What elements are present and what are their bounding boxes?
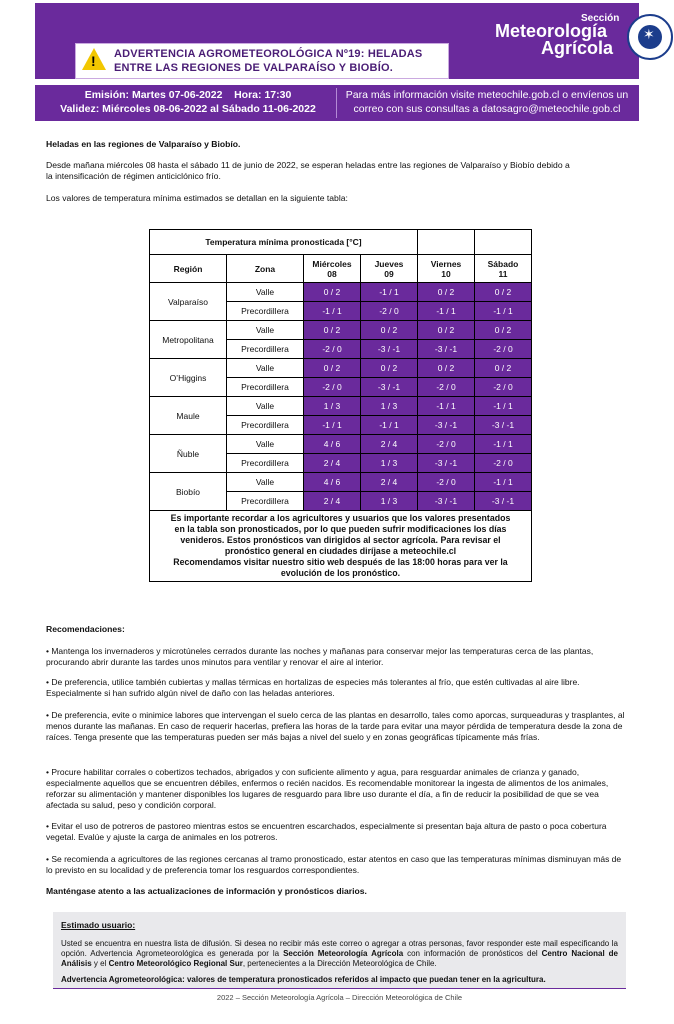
footer-final: Advertencia Agrometeorológica: valores de temperatura pronosticados referidos al impacto que puedan tener en la agricultura. (61, 975, 546, 984)
footer-box (53, 912, 626, 988)
temp-cell: 0 / 2 (418, 321, 475, 340)
table-intro: Los valores de temperatura mínima estimados se detallan en la siguiente tabla: (46, 193, 348, 203)
temp-cell: -3 / -1 (361, 340, 418, 359)
zone-precordillera: Precordillera (227, 492, 304, 511)
zone-precordillera: Precordillera (227, 416, 304, 435)
temp-cell: -2 / 0 (475, 378, 532, 397)
temp-cell: -3 / -1 (475, 416, 532, 435)
table-note: Es importante recordar a los agricultores y usuarios que los valores presentados en la tabla son pronosticados, por lo que pueden sufrir modificaciones los días venideros. Estos pronósticos van dirigidos al sector agrícola. Para revisar el pronóstico general en ciudades diríjase a meteochile.cl Recomendamos visitar nuestro sitio web después de las 18:00 horas para ver la evolución de los pronóstico. (150, 511, 532, 582)
temp-cell: 2 / 4 (304, 492, 361, 511)
zone-precordillera: Precordillera (227, 454, 304, 473)
temp-cell: -1 / 1 (475, 473, 532, 492)
brand-line1: Meteorología (495, 21, 608, 41)
contact-line1: Para más información visite meteochile.gob.cl o envíenos un (345, 89, 629, 101)
contact-line2: correo con sus consultas a datosagro@meteochile.gob.cl (353, 103, 621, 115)
footer-text: Usted se encuentra en nuestra lista de difusión. Si desea no recibir más este correo o agregar a otras personas, favor responder este mail especificando la opción. Advertencia Agrometeorológica es generada por la Sección Meteorología Agrícola con información de pronósticos del Centro Nacional de Análisis y el Centro Meteorológico Regional Sur, pertenecientes a la Dirección Meteorológica de Chile. (61, 939, 619, 968)
intro-paragraph (46, 160, 570, 182)
zone-valle: Valle (227, 359, 304, 378)
recommendation-3: • De preferencia, evite o minimice labores que intervengan el suelo cerca de las plantas en desarrollo, tales como aporcas, surqueaduras y trasplantes, al menos durante las mañanas. En caso de requerir hacerlas, prefiera las horas de la tarde para evitar una mayor pérdida de temperatura desde la zona de raíces. Tenga presente que las temperaturas pueden ser más bajas a nivel del suelo y en zonas geográficas típicamente más frías. (46, 710, 625, 742)
temp-cell: -3 / -1 (418, 454, 475, 473)
zone-valle: Valle (227, 283, 304, 302)
temp-cell: -2 / 0 (475, 340, 532, 359)
info-bar (35, 85, 639, 121)
header-banner (35, 3, 655, 79)
temp-cell: -1 / 1 (304, 416, 361, 435)
intro-line1: Desde mañana miércoles 08 hasta el sábado 11 de junio de 2022, se esperan heladas entre las regiones de Valparaíso y Biobío debido a (46, 160, 570, 170)
temp-cell: 1 / 3 (304, 397, 361, 416)
temp-cell: -1 / 1 (361, 283, 418, 302)
temp-cell: 0 / 2 (418, 283, 475, 302)
temp-cell: 0 / 2 (475, 283, 532, 302)
recommendation-4: • Procure habilitar corrales o cobertizos techados, abrigados y con suficiente alimento y agua, para resguardar animales de crianza y ganado, especialmente aquellos que se encuentren débiles, enfermos o recién nacidos. Es recomendable monitorear la ingesta de alimentos de los animales, reforzar su alimentación y mantener disponibles los lugares de resguardo para libre uso durante el día, a fin de reducir la posibilidad de que se vea afectada su salud, peso y condición corporal. (46, 767, 609, 810)
emission-text: Emisión: Martes 07-06-2022 Hora: 17:30 (84, 89, 292, 101)
col-zone: Zona (227, 255, 304, 283)
temp-cell: 2 / 4 (304, 454, 361, 473)
meteorology-logo-icon: ✶ (627, 14, 673, 60)
emission-validity (43, 88, 333, 116)
temp-cell: -2 / 0 (304, 340, 361, 359)
temp-cell: -2 / 0 (418, 473, 475, 492)
col-day: Miércoles 08 (304, 255, 361, 283)
temp-cell: -1 / 1 (475, 435, 532, 454)
col-region: Región (150, 255, 227, 283)
temp-cell: 0 / 2 (304, 321, 361, 340)
temp-cell: -2 / 0 (304, 378, 361, 397)
temp-cell: -1 / 1 (475, 302, 532, 321)
col-day: Viernes 10 (418, 255, 475, 283)
temp-cell: 0 / 2 (361, 359, 418, 378)
warning-triangle-icon (82, 48, 106, 70)
zone-valle: Valle (227, 435, 304, 454)
temp-cell: 1 / 3 (361, 492, 418, 511)
temp-cell: 0 / 2 (475, 359, 532, 378)
temp-cell: 1 / 3 (361, 454, 418, 473)
info-divider (336, 88, 337, 118)
temp-cell: 1 / 3 (361, 397, 418, 416)
table-blank-cell (418, 230, 475, 255)
zone-precordillera: Precordillera (227, 378, 304, 397)
recommendation-1: • Mantenga los invernaderos y microtúneles cerrados durante las noches y mañanas para conservar mejor las temperaturas cerca de las plantas, procurando abrir durante las tardes unos minutos para ventilar y renovar el aire al interior. (46, 646, 594, 667)
temp-cell: 0 / 2 (304, 359, 361, 378)
footer-greeting: Estimado usuario: (61, 920, 136, 930)
recommendations-title: Recomendaciones: (46, 624, 125, 634)
temp-cell: -3 / -1 (361, 378, 418, 397)
temp-cell: -1 / 1 (418, 397, 475, 416)
temp-cell: -2 / 0 (475, 454, 532, 473)
temp-cell: -1 / 1 (475, 397, 532, 416)
warning-box (75, 43, 449, 79)
warning-exclamation: ! (91, 53, 96, 69)
col-day: Sábado 11 (475, 255, 532, 283)
footer-divider (53, 988, 626, 989)
temp-cell: -1 / 1 (304, 302, 361, 321)
region-name: Maule (150, 397, 227, 435)
table-blank-cell (475, 230, 532, 255)
temp-cell: 2 / 4 (361, 435, 418, 454)
table-title: Temperatura mínima pronosticada [°C] (150, 230, 418, 255)
region-name: Biobío (150, 473, 227, 511)
zone-precordillera: Precordillera (227, 302, 304, 321)
recommendation-6: • Se recomienda a agricultores de las regiones cercanas al tramo pronosticado, estar atentos en caso que las temperaturas mínimas disminuyan más de lo previsto en su localidad y de preferencia tomar los resguardos correspondientes. (46, 854, 622, 875)
recommendation-2: • De preferencia, utilice también cubiertas y mallas térmicas en hortalizas de especies más tolerantes al frío, que estén cultivadas al aire libre. Especialmente si han sufrido algún nivel de daño con las heladas anteriores. (46, 677, 580, 698)
warning-title-line1: ADVERTENCIA AGROMETEOROLÓGICA Nº19: HELADAS (114, 48, 423, 60)
brand-line2: Agrícola (541, 38, 614, 58)
region-name: O’Higgins (150, 359, 227, 397)
region-name: Metropolitana (150, 321, 227, 359)
recommendation-5: • Evitar el uso de potreros de pastoreo mientras estos se encuentren escarchados, especialmente si presentan baja altura de pasto o poca cobertura vegetal. Evalúe y ajuste la carga de animales en los potreros. (46, 821, 607, 842)
warning-title (114, 47, 444, 75)
temp-cell: -1 / 1 (361, 416, 418, 435)
zone-valle: Valle (227, 473, 304, 492)
temp-cell: 2 / 4 (361, 473, 418, 492)
temp-cell: -2 / 0 (361, 302, 418, 321)
closing-note: Manténgase atento a las actualizaciones de información y pronósticos diarios. (46, 886, 367, 896)
temp-cell: 4 / 6 (304, 435, 361, 454)
temp-cell: -3 / -1 (418, 492, 475, 511)
intro-line2: la intensificación de régimen anticiclónico frío. (46, 171, 221, 181)
temp-cell: -3 / -1 (475, 492, 532, 511)
contact-info (339, 88, 635, 116)
temp-cell: -3 / -1 (418, 416, 475, 435)
temp-cell: -1 / 1 (418, 302, 475, 321)
footer-copyright: 2022 – Sección Meteorología Agrícola – Dirección Meteorológica de Chile (216, 993, 463, 1002)
section-title: Heladas en las regiones de Valparaíso y Biobío. (46, 139, 241, 149)
temp-cell: -2 / 0 (418, 435, 475, 454)
temperature-table (149, 229, 532, 582)
zone-precordillera: Precordillera (227, 340, 304, 359)
temp-cell: -3 / -1 (418, 340, 475, 359)
zone-valle: Valle (227, 321, 304, 340)
validity-text: Validez: Miércoles 08-06-2022 al Sábado 11-06-2022 (60, 103, 316, 115)
temp-cell: 4 / 6 (304, 473, 361, 492)
warning-title-line2: ENTRE LAS REGIONES DE VALPARAÍSO Y BIOBÍO. (114, 62, 393, 74)
brand-section-label: Sección (581, 13, 620, 24)
zone-valle: Valle (227, 397, 304, 416)
temp-cell: 0 / 2 (361, 321, 418, 340)
region-name: Valparaíso (150, 283, 227, 321)
temp-cell: -2 / 0 (418, 378, 475, 397)
temp-cell: 0 / 2 (475, 321, 532, 340)
col-day: Jueves 09 (361, 255, 418, 283)
temp-cell: 0 / 2 (418, 359, 475, 378)
region-name: Ñuble (150, 435, 227, 473)
temp-cell: 0 / 2 (304, 283, 361, 302)
